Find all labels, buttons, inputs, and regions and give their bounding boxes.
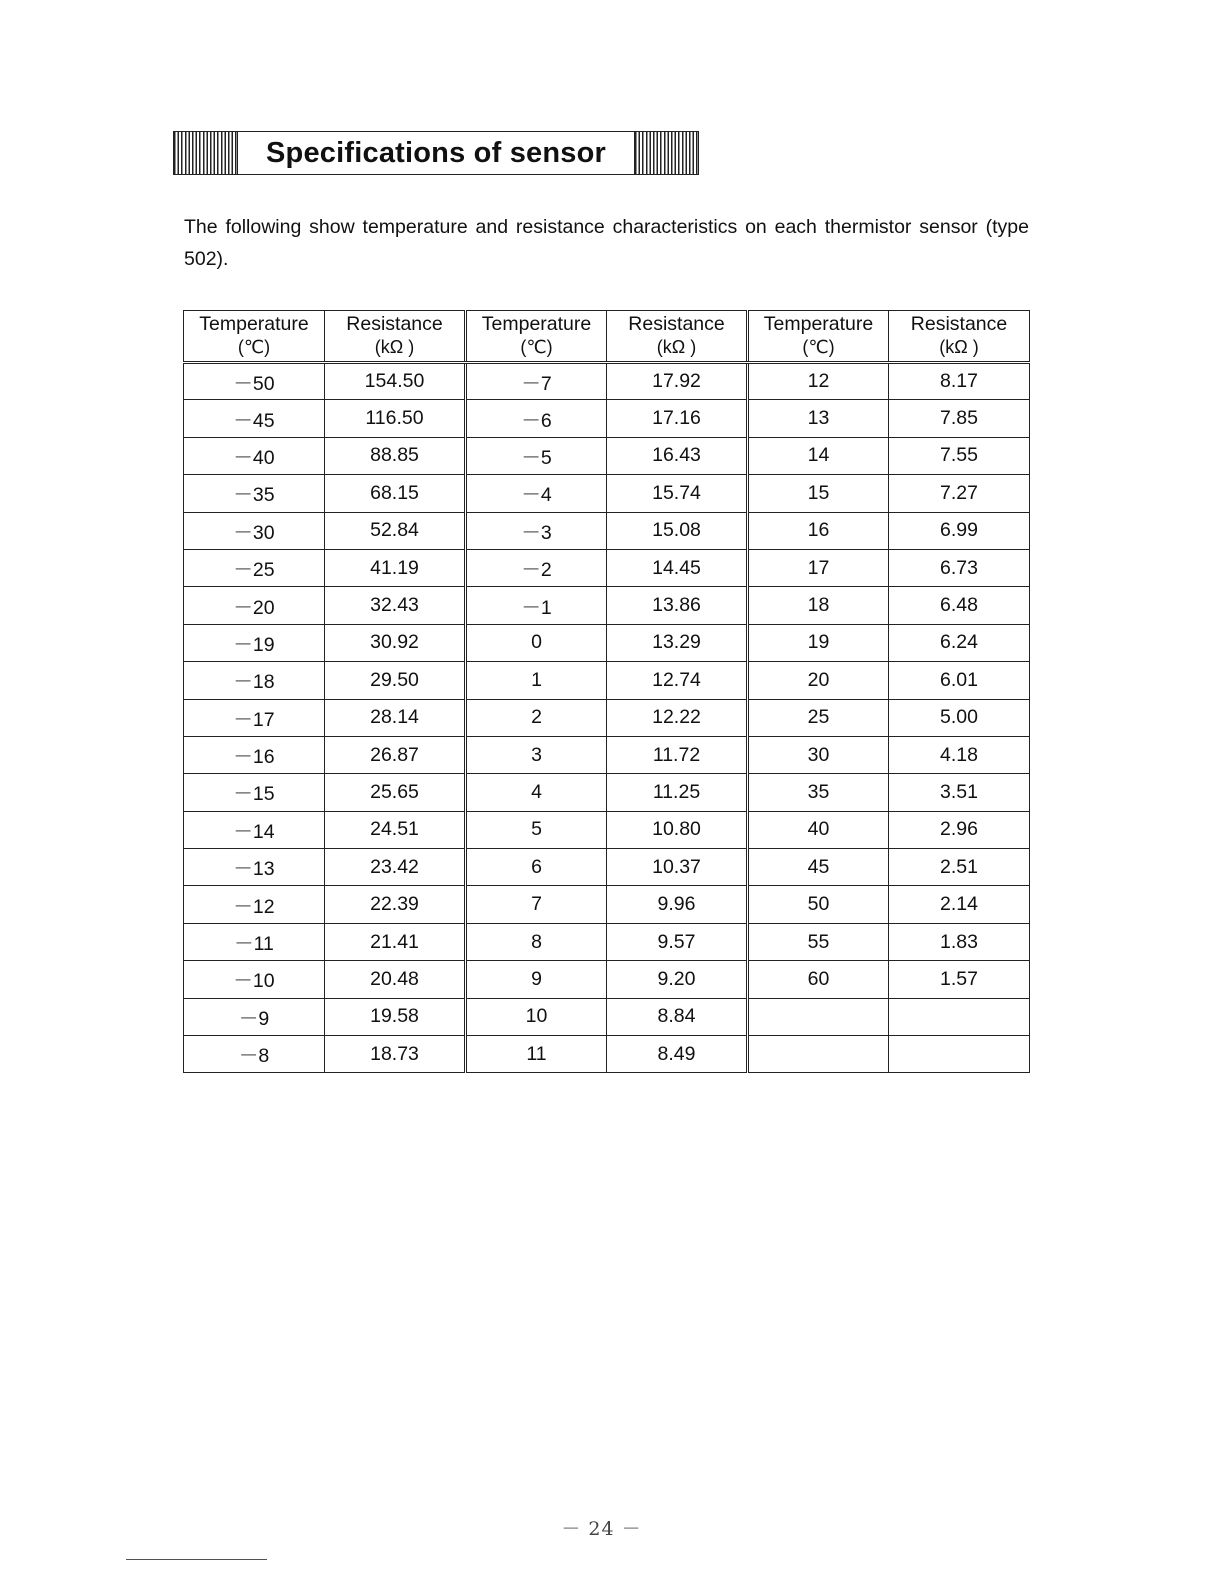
column-header-unit: (℃): [802, 337, 835, 357]
table-body: [184, 363, 1030, 1073]
temperature-cell: －7: [466, 363, 607, 400]
temperature-cell: －18: [184, 662, 325, 699]
temperature-cell: 0: [466, 624, 607, 661]
temperature-cell: －35: [184, 475, 325, 512]
temperature-cell: 3: [466, 736, 607, 773]
column-header-label: Resistance: [628, 313, 725, 335]
table-row: [184, 624, 1030, 661]
resistance-cell: 16.43: [607, 437, 748, 474]
temperature-cell: 55: [748, 923, 889, 960]
temperature-cell: 15: [748, 475, 889, 512]
resistance-cell: 11.72: [607, 736, 748, 773]
temperature-cell: －19: [184, 624, 325, 661]
resistance-cell: 15.08: [607, 512, 748, 549]
temperature-cell: 16: [748, 512, 889, 549]
resistance-cell: 8.49: [607, 1036, 748, 1073]
resistance-cell: 9.96: [607, 886, 748, 923]
left-stripe-decoration: [174, 132, 238, 174]
table-row: [184, 699, 1030, 736]
temperature-cell: 7: [466, 886, 607, 923]
table-row: [184, 998, 1030, 1035]
resistance-cell: 17.92: [607, 363, 748, 400]
temperature-cell: [748, 1036, 889, 1073]
temperature-cell: －12: [184, 886, 325, 923]
resistance-cell: 14.45: [607, 549, 748, 586]
temperature-cell: 25: [748, 699, 889, 736]
resistance-cell: 2.14: [889, 886, 1030, 923]
column-header: [748, 311, 889, 363]
temperature-cell: 18: [748, 587, 889, 624]
temperature-cell: －45: [184, 400, 325, 437]
table-row: [184, 774, 1030, 811]
intro-paragraph: The following show temperature and resistance characteristics on each thermistor sensor (type 502).: [184, 216, 1029, 270]
column-header-label: Resistance: [910, 313, 1008, 335]
resistance-cell: 18.73: [325, 1036, 466, 1073]
resistance-cell: 116.50: [325, 400, 466, 437]
table-row: [184, 662, 1030, 699]
resistance-cell: 22.39: [325, 886, 466, 923]
resistance-cell: 13.29: [607, 624, 748, 661]
temperature-cell: [748, 998, 889, 1035]
temperature-cell: －10: [184, 961, 325, 998]
table-row: [184, 923, 1030, 960]
resistance-cell: 15.74: [607, 475, 748, 512]
temperature-cell: 8: [466, 923, 607, 960]
resistance-cell: 20.48: [325, 961, 466, 998]
resistance-cell: 1.57: [889, 961, 1030, 998]
page-title: Specifications of sensor: [266, 136, 606, 169]
resistance-cell: 5.00: [889, 699, 1030, 736]
temperature-cell: 6: [466, 849, 607, 886]
resistance-cell: 88.85: [325, 437, 466, 474]
resistance-cell: 6.24: [889, 624, 1030, 661]
resistance-cell: 6.48: [889, 587, 1030, 624]
table-row: [184, 363, 1030, 400]
temperature-cell: 30: [748, 736, 889, 773]
temperature-cell: －50: [184, 363, 325, 400]
resistance-cell: 21.41: [325, 923, 466, 960]
resistance-cell: 154.50: [325, 363, 466, 400]
resistance-cell: [889, 998, 1030, 1035]
resistance-cell: 8.17: [889, 363, 1030, 400]
temperature-cell: 2: [466, 699, 607, 736]
right-stripe-decoration: [634, 132, 698, 174]
thermistor-table: [183, 310, 1030, 1073]
temperature-cell: 50: [748, 886, 889, 923]
temperature-cell: －25: [184, 549, 325, 586]
temperature-cell: －17: [184, 699, 325, 736]
resistance-cell: 11.25: [607, 774, 748, 811]
table-row: [184, 849, 1030, 886]
column-header-label: Resistance: [346, 313, 443, 335]
temperature-cell: －3: [466, 512, 607, 549]
temperature-cell: 4: [466, 774, 607, 811]
column-header: [466, 311, 607, 363]
resistance-cell: 6.99: [889, 512, 1030, 549]
temperature-cell: －1: [466, 587, 607, 624]
resistance-cell: 26.87: [325, 736, 466, 773]
section-title-banner: [173, 131, 699, 175]
table-row: [184, 886, 1030, 923]
temperature-cell: －9: [184, 998, 325, 1035]
resistance-cell: 17.16: [607, 400, 748, 437]
temperature-cell: 5: [466, 811, 607, 848]
temperature-cell: －5: [466, 437, 607, 474]
temperature-cell: 17: [748, 549, 889, 586]
resistance-cell: 19.58: [325, 998, 466, 1035]
temperature-cell: 45: [748, 849, 889, 886]
resistance-cell: 24.51: [325, 811, 466, 848]
temperature-cell: －40: [184, 437, 325, 474]
resistance-cell: 7.27: [889, 475, 1030, 512]
column-header-unit: (℃): [520, 337, 553, 357]
footer-rule: [126, 1559, 267, 1560]
resistance-cell: 3.51: [889, 774, 1030, 811]
column-header-label: Temperature: [763, 313, 874, 335]
resistance-cell: 1.83: [889, 923, 1030, 960]
resistance-cell: 23.42: [325, 849, 466, 886]
resistance-cell: 2.51: [889, 849, 1030, 886]
temperature-cell: －20: [184, 587, 325, 624]
table-row: [184, 587, 1030, 624]
resistance-cell: 6.73: [889, 549, 1030, 586]
table-row: [184, 475, 1030, 512]
temperature-cell: －15: [184, 774, 325, 811]
resistance-cell: 25.65: [325, 774, 466, 811]
temperature-cell: 35: [748, 774, 889, 811]
column-header-unit: (kΩ ): [656, 337, 697, 357]
resistance-cell: 12.74: [607, 662, 748, 699]
temperature-cell: 12: [748, 363, 889, 400]
column-header-unit: (℃): [237, 337, 271, 357]
table-row: [184, 811, 1030, 848]
page-number: － 24 －: [561, 1518, 642, 1540]
resistance-cell: 12.22: [607, 699, 748, 736]
column-header: [607, 311, 748, 363]
resistance-cell: 13.86: [607, 587, 748, 624]
resistance-cell: [889, 1036, 1030, 1073]
temperature-cell: 14: [748, 437, 889, 474]
temperature-cell: 13: [748, 400, 889, 437]
temperature-cell: 60: [748, 961, 889, 998]
temperature-cell: 9: [466, 961, 607, 998]
resistance-cell: 52.84: [325, 512, 466, 549]
resistance-cell: 2.96: [889, 811, 1030, 848]
temperature-cell: －4: [466, 475, 607, 512]
temperature-cell: －30: [184, 512, 325, 549]
temperature-cell: －8: [184, 1036, 325, 1073]
column-header-unit: (kΩ ): [374, 337, 415, 357]
column-header: [325, 311, 466, 363]
temperature-cell: 11: [466, 1036, 607, 1073]
table-row: [184, 437, 1030, 474]
temperature-cell: 10: [466, 998, 607, 1035]
resistance-cell: 6.01: [889, 662, 1030, 699]
resistance-cell: 4.18: [889, 736, 1030, 773]
temperature-cell: 40: [748, 811, 889, 848]
column-header-unit: (kΩ ): [939, 337, 979, 357]
table-row: [184, 400, 1030, 437]
temperature-cell: 20: [748, 662, 889, 699]
resistance-cell: 7.85: [889, 400, 1030, 437]
resistance-cell: 10.37: [607, 849, 748, 886]
temperature-cell: －11: [184, 923, 325, 960]
resistance-cell: 68.15: [325, 475, 466, 512]
table-row: [184, 736, 1030, 773]
resistance-cell: 28.14: [325, 699, 466, 736]
table-row: [184, 512, 1030, 549]
table-row: [184, 1036, 1030, 1073]
temperature-cell: －16: [184, 736, 325, 773]
resistance-cell: 10.80: [607, 811, 748, 848]
column-header-label: Temperature: [481, 313, 592, 335]
resistance-cell: 30.92: [325, 624, 466, 661]
resistance-cell: 29.50: [325, 662, 466, 699]
column-header: [889, 311, 1030, 363]
temperature-cell: 1: [466, 662, 607, 699]
table-row: [184, 961, 1030, 998]
temperature-cell: －14: [184, 811, 325, 848]
resistance-cell: 9.20: [607, 961, 748, 998]
table-row: [184, 549, 1030, 586]
temperature-cell: －2: [466, 549, 607, 586]
resistance-cell: 9.57: [607, 923, 748, 960]
temperature-cell: －6: [466, 400, 607, 437]
resistance-cell: 41.19: [325, 549, 466, 586]
resistance-cell: 8.84: [607, 998, 748, 1035]
resistance-cell: 32.43: [325, 587, 466, 624]
resistance-cell: 7.55: [889, 437, 1030, 474]
table-header-row: [184, 311, 1030, 363]
temperature-cell: 19: [748, 624, 889, 661]
column-header-label: Temperature: [199, 313, 309, 335]
column-header: [184, 311, 325, 363]
temperature-cell: －13: [184, 849, 325, 886]
